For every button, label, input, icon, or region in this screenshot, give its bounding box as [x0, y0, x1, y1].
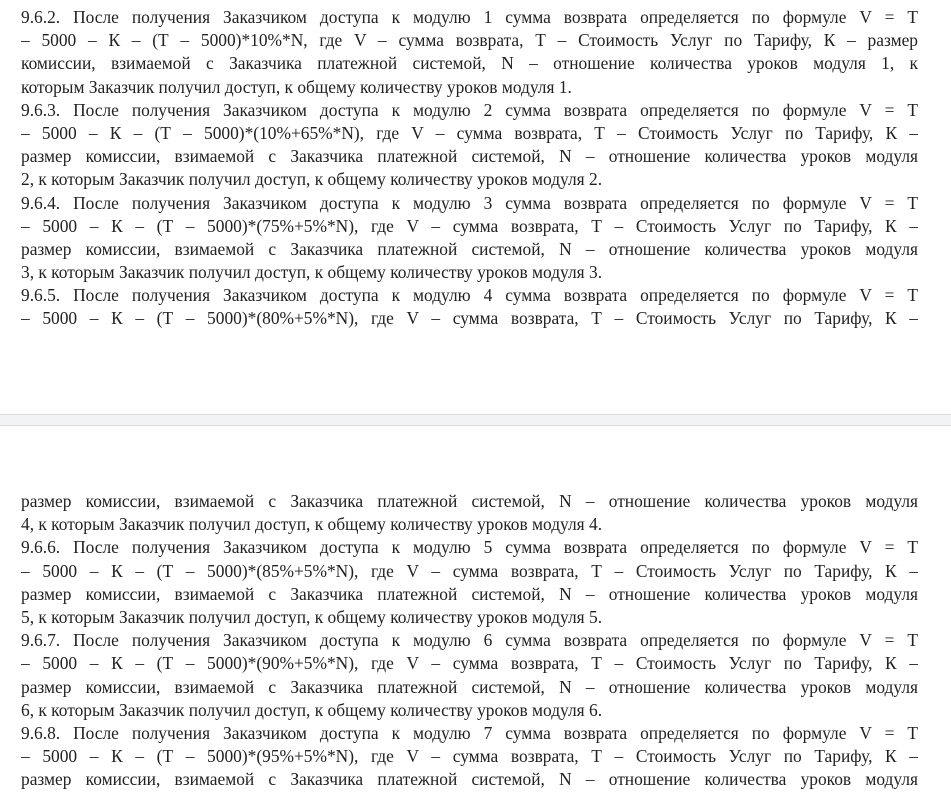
text-line: 2, к которым Заказчик получил доступ, к общему количеству уроков модуля 2.: [21, 169, 603, 190]
text-line: 4, к которым Заказчик получил доступ, к общему количеству уроков модуля 4.: [21, 514, 603, 535]
text-line: 9.6.5. После получения Заказчиком доступа к модулю 4 сумма возврата определяется по формуле V = Т: [21, 285, 918, 306]
text-line: – 5000 – К – (Т – 5000)*10%*N, где V – сумма возврата, Т – Стоимость Услуг по Тарифу, К – размер: [21, 30, 918, 51]
text-line: – 5000 – К – (Т – 5000)*(95%+5%*N), где V – сумма возврата, Т – Стоимость Услуг по Тарифу, К –: [21, 746, 918, 767]
text-line: – 5000 – К – (Т – 5000)*(80%+5%*N), где V – сумма возврата, Т – Стоимость Услуг по Тарифу, К –: [21, 308, 918, 329]
text-line: 9.6.7. После получения Заказчиком доступа к модулю 6 сумма возврата определяется по формуле V = Т: [21, 630, 918, 651]
text-line: – 5000 – К – (Т – 5000)*(90%+5%*N), где V – сумма возврата, Т – Стоимость Услуг по Тарифу, К –: [21, 653, 918, 674]
document-page-bottom: [0, 426, 951, 795]
text-line: размер комиссии, взимаемой с Заказчика платежной системой, N – отношение количества уроков модуля: [21, 583, 918, 604]
text-line: – 5000 – К – (Т – 5000)*(10%+65%*N), где V – сумма возврата, Т – Стоимость Услуг по Тарифу, К –: [21, 122, 918, 143]
text-line: 9.6.2. После получения Заказчиком доступа к модулю 1 сумма возврата определяется по формуле V = Т: [21, 7, 918, 27]
page-top-text: [21, 6, 918, 331]
text-line: 9.6.3. После получения Заказчиком доступа к модулю 2 сумма возврата определяется по формуле V = Т: [21, 99, 918, 120]
text-line: 3, к которым Заказчик получил доступ, к общему количеству уроков модуля 3.: [21, 262, 603, 283]
text-line: которым Заказчик получил доступ, к общему количеству уроков модуля 1.: [21, 76, 572, 97]
page-bottom-text: [21, 490, 918, 791]
text-line: 9.6.6. После получения Заказчиком доступа к модулю 5 сумма возврата определяется по формуле V = Т: [21, 537, 918, 558]
text-line: размер комиссии, взимаемой с Заказчика платежной системой, N – отношение количества уроков модуля: [21, 238, 918, 259]
page-separator: [0, 414, 951, 426]
text-line: 6, к которым Заказчик получил доступ, к общему количеству уроков модуля 6.: [21, 699, 603, 720]
text-line: размер комиссии, взимаемой с Заказчика платежной системой, N – отношение количества уроков модуля: [21, 491, 918, 511]
text-line: размер комиссии, взимаемой с Заказчика платежной системой, N – отношение количества уроков модуля: [21, 146, 918, 167]
text-line: – 5000 – К – (Т – 5000)*(75%+5%*N), где V – сумма возврата, Т – Стоимость Услуг по Тарифу, К –: [21, 215, 918, 236]
text-line: – 5000 – К – (Т – 5000)*(85%+5%*N), где V – сумма возврата, Т – Стоимость Услуг по Тарифу, К –: [21, 560, 918, 581]
text-line: комиссии, взимаемой с Заказчика платежной системой, N – отношение количества уроков модуля 1, к: [21, 53, 918, 74]
text-line: 5, к которым Заказчик получил доступ, к общему количеству уроков модуля 5.: [21, 606, 603, 627]
text-line: 9.6.8. После получения Заказчиком доступа к модулю 7 сумма возврата определяется по формуле V = Т: [21, 722, 918, 743]
text-line: 9.6.4. После получения Заказчиком доступа к модулю 3 сумма возврата определяется по формуле V = Т: [21, 192, 918, 213]
text-line: размер комиссии, взимаемой с Заказчика платежной системой, N – отношение количества уроков модуля: [21, 769, 918, 790]
text-line: размер комиссии, взимаемой с Заказчика платежной системой, N – отношение количества уроков модуля: [21, 676, 918, 697]
